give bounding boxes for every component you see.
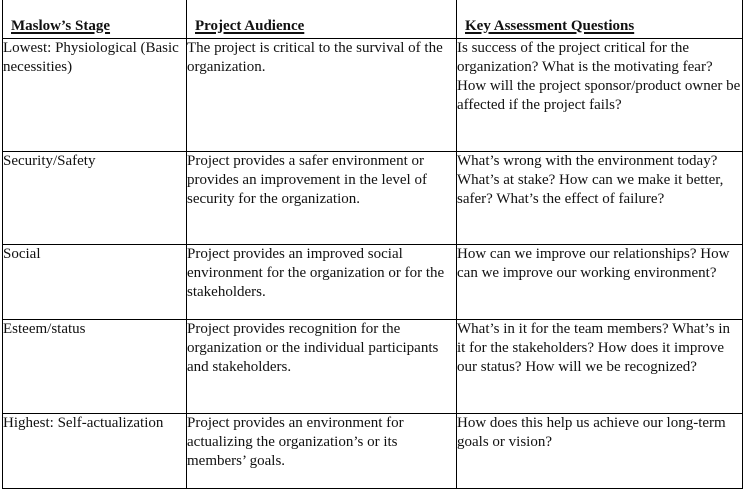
header-label: Project Audience [195, 17, 305, 34]
header-maslows-stage [3, 0, 187, 38]
questions-cell: How can we improve our relationships? How can we improve our working environment? [457, 244, 743, 319]
table-header-row [3, 0, 743, 38]
header-project-audience [187, 0, 457, 38]
maslow-assessment-table [2, 0, 743, 489]
table-row [3, 151, 743, 244]
header-label: Key Assessment Questions [465, 17, 635, 34]
questions-cell: How does this help us achieve our long-term goals or vision? [457, 413, 743, 488]
audience-cell: Project provides an improved social environment for the organization or for the stakeholders. [187, 244, 457, 319]
questions-cell: Is success of the project critical for the organization? What is the motivating fear? How will the project sponsor/product owner be affected if the project fails? [457, 38, 743, 151]
table-row [3, 413, 743, 488]
table-row [3, 244, 743, 319]
stage-cell: Esteem/status [3, 319, 187, 413]
audience-cell: Project provides an environment for actualizing the organization’s or its members’ goals. [187, 413, 457, 488]
stage-cell: Security/Safety [3, 151, 187, 244]
questions-cell: What’s wrong with the environment today? What’s at stake? How can we make it better, safer? What’s the effect of failure? [457, 151, 743, 244]
table-row [3, 319, 743, 413]
audience-cell: The project is critical to the survival of the organization. [187, 38, 457, 151]
stage-cell: Highest: Self-actualization [3, 413, 187, 488]
stage-cell: Social [3, 244, 187, 319]
stage-cell: Lowest: Physiological (Basic necessities) [3, 38, 187, 151]
table-row [3, 38, 743, 151]
header-label: Maslow’s Stage [11, 17, 111, 34]
audience-cell: Project provides a safer environment or provides an improvement in the level of security for the organization. [187, 151, 457, 244]
questions-cell: What’s in it for the team members? What’s in it for the stakeholders? How does it improve our status? How will we be recognized? [457, 319, 743, 413]
audience-cell: Project provides recognition for the organization or the individual participants and stakeholders. [187, 319, 457, 413]
header-key-assessment-questions [457, 0, 743, 38]
